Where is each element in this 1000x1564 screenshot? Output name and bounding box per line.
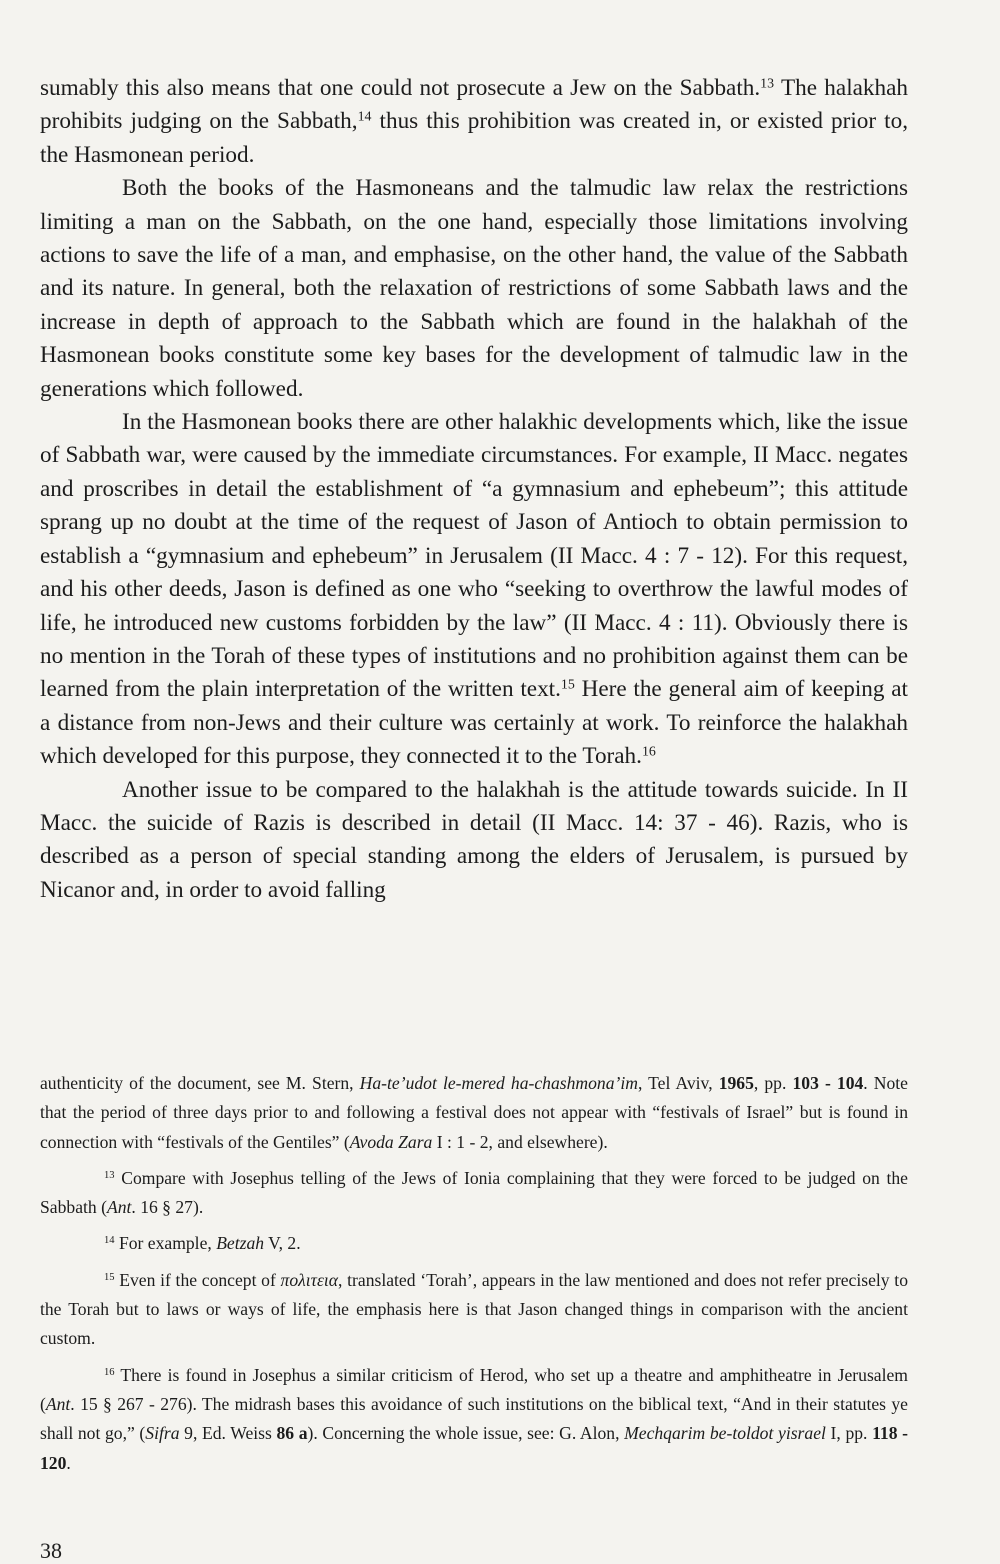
- page-range: 118 - 120: [40, 1423, 908, 1473]
- page-reference: 86 a: [276, 1423, 308, 1444]
- source-title: Avoda Zara: [349, 1131, 433, 1152]
- source-title: Sifra: [145, 1423, 180, 1444]
- text-run: .: [66, 1452, 71, 1473]
- text-run: Even if the concept of: [114, 1269, 281, 1290]
- book-title: Mechqarim be-toldot yisrael: [624, 1423, 826, 1444]
- footnote-ref: 14: [357, 109, 372, 125]
- footnote-number: 13: [104, 1170, 115, 1182]
- text-run: 9, Ed. Weiss: [179, 1423, 277, 1444]
- greek-term: πολιτεια: [280, 1269, 339, 1290]
- text-run: In the Hasmonean books there are other halakhic developments which, like the issue of Sabbath war, were caused by the immediate circumstances. For example, II Macc. negates and proscribes in detail the establishment of “a gymnasium and ephebeum”; this attitude sprang up no doubt at the time of the request of Jason of Antioch to obtain permission to establish a “gymnasium and ephebeum” in Jerusalem (II Macc. 4 : 7 - 12). For this request, and his other deeds, Jason is defined as one who “seeking to overthrow the lawful modes of life, he introduced new customs forbidden by the law” (II Macc. 4 : 11). Obviously there is no mention in the Torah of these types of institutions and no prohibition against them can be learned from the plain interpretation of the written text.: [40, 409, 908, 703]
- footnote-continuation: [40, 1069, 908, 1157]
- footnotes: [40, 1069, 908, 1478]
- source-title: Ant: [45, 1393, 71, 1414]
- text-run: Compare with Josephus telling of the Jews of Ionia complaining that they were forced to be judged on the Sabbath (: [40, 1167, 908, 1218]
- footnote-ref: 15: [560, 677, 575, 693]
- text-run: Both the books of the Hasmoneans and the talmudic law relax the restrictions limiting a man on the Sabbath, on the one hand, especially those limitations involving actions to save the life of a man, and emphasise, on the other hand, the value of the Sabbath and its nature. In general, both the relaxation of restrictions of some Sabbath laws and the increase in depth of approach to the Sabbath which are found in the halakhah of the Hasmonean books constitute some key bases for the development of talmudic law in the generations which followed.: [40, 175, 908, 402]
- paragraph: [40, 72, 908, 172]
- text-run: The halakhah prohibits judging on the Sabbath,: [40, 75, 908, 135]
- text-run: thus this prohibition was created in, or existed prior to, the Hasmonean period.: [40, 108, 908, 168]
- text-run: . 16 § 27).: [131, 1197, 204, 1218]
- page-number: 38: [40, 1538, 62, 1563]
- footnote-13: [40, 1164, 908, 1223]
- footnote-number: 15: [104, 1271, 115, 1283]
- text-run: ). Concerning the whole issue, see: G. Alon,: [307, 1423, 625, 1444]
- footnote-number: 14: [104, 1235, 115, 1247]
- footnote-ref: 13: [760, 76, 775, 92]
- text-run: Another issue to be compared to the halakhah is the attitude towards suicide. In II Macc. the suicide of Razis is described in detail (II Macc. 14: 37 - 46). Razis, who is described as a person of special standing among the elders of Jerusalem, is pursued by Nicanor and, in order to avoid falling: [40, 776, 908, 903]
- text-run: For example,: [114, 1233, 217, 1254]
- text-run: There is found in Josephus a similar criticism of Herod, who set up a theatre and amphitheatre in Jerusalem (: [40, 1364, 908, 1414]
- text-run: authenticity of the document, see M. Stern,: [40, 1073, 360, 1093]
- text-run: . Note that the period of three days prior to and following a festival does not appear with “festivals of Israel” but is found in connection with “festivals of the Gentiles” (: [40, 1073, 908, 1152]
- book-title: Ha-te’udot le-mered ha-chashmona’im: [359, 1073, 638, 1093]
- text-run: sumably this also means that one could not prosecute a Jew on the Sabbath.: [40, 75, 761, 101]
- footnote-14: [40, 1229, 908, 1258]
- text-run: I, pp.: [825, 1423, 873, 1444]
- footnote-15: [40, 1266, 908, 1354]
- text-run: , translated ‘Torah’, appears in the law mentioned and does not refer precisely to the Torah but to laws or ways of life, the emphasis here is that Jason changed things in comparison with the ancient custom.: [40, 1269, 908, 1349]
- text-run: I : 1 - 2, and elsewhere).: [432, 1131, 608, 1152]
- text-run: , Tel Aviv,: [637, 1073, 719, 1093]
- main-text: [40, 72, 908, 907]
- footnote-16: [40, 1361, 908, 1478]
- paragraph: [40, 172, 908, 406]
- footnote-number: 16: [104, 1366, 115, 1378]
- paragraph: [40, 774, 908, 908]
- footnote-ref: 16: [641, 744, 656, 760]
- text-run: V, 2.: [264, 1233, 301, 1254]
- source-title: Betzah: [216, 1233, 265, 1254]
- year: 1965: [718, 1073, 754, 1093]
- text-run: . 15 § 267 - 276). The midrash bases this avoidance of such institutions on the biblical text, “And in their statutes ye shall not go,” (: [40, 1393, 908, 1444]
- paragraph: [40, 406, 908, 773]
- source-title: Ant: [106, 1197, 132, 1218]
- text-run: , pp.: [753, 1073, 793, 1093]
- text-run: Here the general aim of keeping at a distance from non-Jews and their culture was certainly at work. To reinforce the halakhah which developed for this purpose, they connected it to the Torah.: [40, 676, 908, 770]
- page-range: 103 - 104: [792, 1073, 864, 1093]
